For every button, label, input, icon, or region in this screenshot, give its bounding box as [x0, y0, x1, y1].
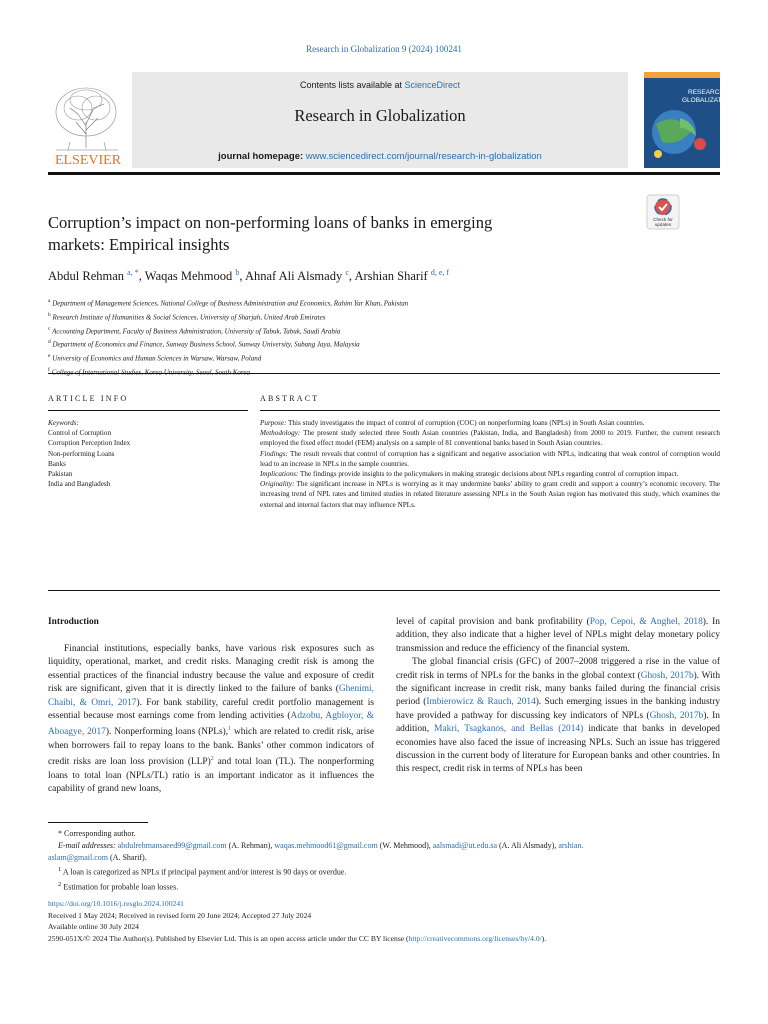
keyword-item: India and Bangladesh	[48, 480, 111, 489]
affiliation-marker: f	[48, 367, 50, 374]
author-name[interactable]: Arshian Sharif	[354, 269, 428, 284]
doi-link[interactable]: https://doi.org/10.1016/j.resglo.2024.100241	[48, 899, 184, 908]
author-name[interactable]: Ahnaf Ali Alsmady	[244, 269, 343, 284]
journal-homepage-line	[132, 151, 628, 162]
abstract-label: Originality:	[260, 480, 295, 489]
footnote-rule	[48, 822, 148, 823]
footnote-1: $^1$ A loan is categorized as NPLs if principal payment and/or interest is 90 days or overdue.	[58, 866, 347, 877]
keyword-item: Control of Corruption	[48, 429, 112, 438]
received-dates: Received 1 May 2024; Received in revised form 20 June 2024; Accepted 27 July 2024	[48, 910, 312, 920]
abstract-methodology	[260, 428, 720, 448]
affiliation-item	[48, 351, 720, 365]
author-name[interactable]: Abdul Rehman	[48, 269, 125, 284]
affiliation-marker: e	[48, 353, 51, 360]
affiliation-item	[48, 324, 720, 338]
author-name[interactable]: Waqas Mehmood	[144, 269, 233, 284]
affiliation-text: Department of Management Sciences, National College of Business Administration and Economics, Rahim Yar Khan, Pakistan	[52, 299, 409, 308]
author-affiliation-marker[interactable]: c	[345, 268, 349, 277]
keyword-item: Corruption Perception Index	[48, 439, 131, 448]
check-for-updates-label: Check for updates	[653, 217, 673, 227]
citation-link[interactable]: Imbierowicz & Rauch, 2014	[426, 697, 536, 708]
header-divider	[48, 172, 720, 175]
article-info-top-rule	[48, 373, 720, 374]
keywords-list	[48, 418, 248, 489]
affiliation-text: Department of Economics and Finance, Sunway Business School, Sunway University, Subang Jaya, Malaysia	[52, 340, 360, 349]
svg-text:GLOBALIZATION: GLOBALIZATION	[682, 97, 734, 104]
affiliation-marker: d	[48, 339, 51, 346]
abstract-purpose	[260, 418, 720, 428]
abstract-heading: ABSTRACT	[260, 394, 320, 403]
abstract-text: The findings provide insights to the policymakers in making strategic decisions about NPLs regarding control of corruption impact.	[300, 470, 679, 479]
footnotes	[48, 828, 720, 893]
affiliation-text: University of Economics and Human Sciences in Warsaw, Warsaw, Poland	[52, 354, 262, 363]
article-title-line-1: Corruption’s impact on non-performing loans of banks in emerging	[48, 213, 493, 232]
journal-cover-art	[644, 72, 734, 168]
email-addresses: E-mail addresses: abdulrehmansaeed99@gmail.com (A. Rehman), waqas.mehmood61@gmail.com (W. Mehmood), aalsmadi@ut.edu.sa (A. Ali Alsmady), arshian.	[58, 841, 584, 850]
check-for-updates-button[interactable]	[646, 194, 680, 230]
elsevier-logo[interactable]	[48, 78, 128, 168]
affiliation-marker: a	[48, 298, 51, 304]
body-paragraph: Financial institutions, especially banks, have various risk exposures such as liquidity, operational, market, and credit risks. Managing credit risk is among the essential practices of the financial industry because the value and exposure of credit risk are significant, given that it is directly linked to the failure of banks (Ghenimi, Chaibi, & Omri, 2017). For bank stability, careful credit portfolio management is essential because most earnings come from lending activities (Adzobu, Agbloyor, & Aboagye, 2017). Nonperforming loans (NPLs),$^1$ which are related to credit risk, arise when borrowers fail to repay loans to the bank. Banks’ other common indicators of credit risks are loan loss provision (LLP)$^2$ and total loan (TL). The nonperforming loans to total loan (NPLs/TL) ratio is an important indicator as it influences the capability of grand new loans,	[48, 644, 374, 795]
affiliation-item	[48, 296, 720, 310]
article-title	[48, 212, 608, 256]
citation-link[interactable]: Ghenimi, Chaibi, & Omri, 2017	[48, 684, 374, 708]
abstract-implications	[260, 469, 720, 479]
body-paragraph: level of capital provision and bank profitability (Pop, Cepoi, & Anghel, 2018). In addition, they also indicate that a higher level of NPLs might delay monetary policy transmission and reduce the efficiency of the financial system.	[396, 617, 720, 654]
abstract-label: Purpose:	[260, 419, 287, 427]
contents-prefix: Contents lists available at	[299, 80, 405, 90]
svg-text:ELSEVIER: ELSEVIER	[54, 153, 122, 168]
author-affiliation-marker[interactable]: a, *	[127, 268, 139, 277]
citation-link[interactable]: Makri, Tsagkanos, and Bellas (2014)	[434, 724, 584, 735]
abstract-bottom-rule	[48, 590, 720, 591]
author-affiliation-marker[interactable]: b	[235, 268, 240, 277]
license-link[interactable]: http://creativecommons.org/licenses/by/4.0/	[408, 933, 542, 943]
sciencedirect-link[interactable]: ScienceDirect	[404, 80, 461, 90]
abstract-findings	[260, 449, 720, 469]
email-addresses-continued: aslam@gmail.com (A. Sharif).	[48, 853, 147, 862]
author-affiliation-marker[interactable]: d, e, f	[430, 268, 450, 277]
citation-link[interactable]: Adzobu, Agbloyor, & Aboagye, 2017	[48, 711, 374, 738]
abstract-body	[260, 418, 720, 510]
affiliation-text: Accounting Department, Faculty of Business Administration, University of Tabuk, Tabuk, Saudi Arabia	[52, 326, 341, 335]
keyword-item: Pakistan	[48, 470, 73, 479]
abstract-text: The present study selected three South Asian countries (Pakistan, India, and Bangladesh) from 2000 to 2019. Further, the current research employed the fixed effect model (FEM) analysis on a sample of 81 conventional banks based in South Asian countries.	[260, 429, 720, 448]
citation-link[interactable]: Pop, Cepoi, & Anghel, 2018	[589, 617, 703, 627]
body-column-right	[396, 616, 720, 777]
email-label: E-mail addresses:	[58, 841, 116, 850]
abstract-heading-rule	[260, 410, 720, 411]
email-link[interactable]: abdulrehmansaeed99@gmail.com	[117, 841, 227, 850]
available-online-date: Available online 30 July 2024	[48, 922, 139, 932]
article-title-line-2: markets: Empirical insights	[48, 235, 230, 254]
footnote-number: 1	[58, 866, 62, 873]
elsevier-tree-icon	[48, 78, 128, 168]
affiliation-item	[48, 337, 720, 351]
affiliation-list	[48, 296, 720, 379]
keyword-item: Banks	[48, 459, 66, 468]
email-link[interactable]: aalsmadi@ut.edu.sa	[432, 841, 497, 850]
affiliation-marker: c	[48, 325, 51, 332]
abstract-text: The significant increase in NPLs is worrying as it may undermine banks’ ability to grant credit and support a country’s economic recovery. The increasing trend of NPL rates and limited studies in related literature assessing NPLs in the South Asian region has motivated this study, which examines the external and internal factors that may influence NPLs.	[260, 480, 720, 509]
journal-cover-image[interactable]	[644, 72, 734, 168]
author-list: Abdul Rehman $^{a, *}$, Waqas Mehmood $^b$, Ahnaf Ali Alsmady $^c$, Arshian Sharif $^{d, e, f}$	[48, 268, 450, 284]
body-column-left	[48, 616, 374, 797]
abstract-label: Methodology:	[260, 429, 301, 438]
email-link[interactable]: aslam@gmail.com	[48, 853, 109, 862]
corresponding-author-note: * Corresponding author.	[58, 829, 136, 838]
footnote-marker[interactable]: 1	[228, 726, 232, 733]
citation-link[interactable]: Ghosh, 2017b	[640, 670, 694, 681]
footnote-2: $^2$ Estimation for probable loan losses.	[58, 880, 179, 892]
affiliation-marker: b	[48, 311, 51, 318]
article-info-heading: ARTICLE INFO	[48, 394, 129, 403]
email-link[interactable]: arshian.	[558, 841, 584, 850]
abstract-text: This study investigates the impact of control of corruption (COC) on nonperforming loans (NPLs) in South Asian countries.	[288, 419, 645, 427]
homepage-label: journal homepage:	[218, 151, 306, 162]
keywords-label: Keywords:	[48, 419, 79, 427]
journal-citation-link[interactable]: Research in Globalization 9 (2024) 100241	[306, 44, 462, 54]
contents-available-line	[132, 80, 628, 90]
citation-link[interactable]: Ghosh, 2017b	[649, 710, 704, 721]
footnote-number: 2	[58, 880, 62, 888]
abstract-label: Findings:	[260, 449, 288, 458]
article-info-heading-rule	[48, 410, 248, 411]
footnote-marker[interactable]: 2	[210, 756, 214, 763]
affiliation-item	[48, 310, 720, 324]
abstract-text: The result reveals that control of corruption has a significant and negative association with NPLs, indicating that weak control of corruption would lead to an increase in NPLs in the sample countries.	[260, 449, 720, 468]
abstract-label: Implications:	[260, 470, 299, 479]
keyword-item: Non-performing Loans	[48, 449, 115, 458]
journal-homepage-link[interactable]: www.sciencedirect.com/journal/research-in-globalization	[305, 151, 542, 162]
section-heading-introduction: Introduction	[48, 617, 99, 627]
svg-text:RESEARCH IN: RESEARCH IN	[688, 89, 733, 96]
email-link[interactable]: waqas.mehmood61@gmail.com	[274, 841, 378, 850]
affiliation-text: Research Institute of Humanities & Social Sciences, University of Sharjah, United Arab Emirates	[52, 313, 326, 322]
body-paragraph: The global financial crisis (GFC) of 2007–2008 triggered a rise in the value of credit risk in terms of NPLs for the banks in the global context (Ghosh, 2017b). With the significant increase in credit risk, many banks failed during the financial crisis period (Imbierowicz & Rauch, 2014). Such emerging issues in the banking industry have provided a pathway for discussing key indicators of NPLs (Ghosh, 2017b). In addition, Makri, Tsagkanos, and Bellas (2014) indicate that banks in developed economies have also faced the issue of increasing NPLs. Such an issue has triggered discussion in the current body of literature for European banks and other countries. In this respect, credit risk in terms of NPLs has been	[396, 657, 721, 775]
license-line: 2590-051X/© 2024 The Author(s). Published by Elsevier Ltd. This is an open access article under the CC BY license (http://creativecommons.org/licenses/by/4.0/).	[48, 933, 547, 943]
journal-title: Research in Globalization	[294, 106, 466, 125]
abstract-originality	[260, 479, 720, 510]
publication-info	[48, 898, 728, 944]
